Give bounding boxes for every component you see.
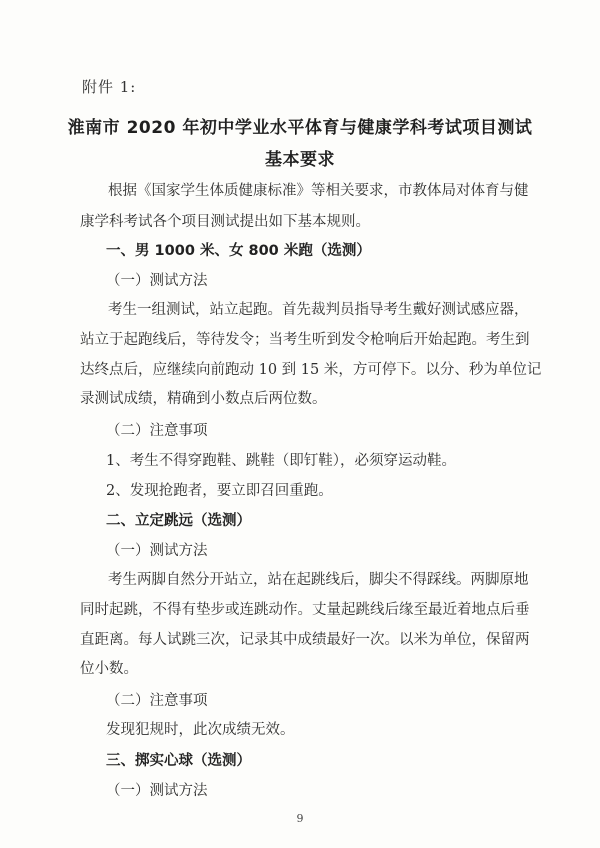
intro-line-1: 根据《国家学生体质健康标准》等相关要求，市教体局对体育与健 <box>108 183 529 199</box>
section-1-note-1: 1、考生不得穿跑鞋、跳鞋（即钉鞋），必须穿运动鞋。 <box>106 453 456 469</box>
section-1-method-line-2: 站立于起跑线后，等待发令；当考生听到发令枪响后开始起跑。考生到 <box>80 332 530 348</box>
section-1-method-heading: （一）测试方法 <box>106 273 208 289</box>
section-2-heading: 二、立定跳远（选测） <box>106 513 251 529</box>
section-2-method-line-3: 直距离。每人试跳三次，记录其中成绩最好一次。以米为单位，保留两 <box>80 632 530 648</box>
section-2-note-1: 发现犯规时，此次成绩无效。 <box>106 722 295 738</box>
section-1-notes-heading: （二）注意事项 <box>106 423 208 439</box>
section-1-method-line-4: 录测试成绩，精确到小数点后两位数。 <box>80 391 327 407</box>
attachment-label: 附件 1: <box>82 78 137 96</box>
section-2-method-line-2: 同时起跳，不得有垫步或连跳动作。丈量起跳线后缘至最近着地点后垂 <box>80 602 530 618</box>
document-title-line-2: 基本要求 <box>265 150 335 170</box>
intro-line-2: 康学科考试各个项目测试提出如下基本规则。 <box>80 214 370 230</box>
section-2-method-heading: （一）测试方法 <box>106 543 208 559</box>
section-1-method-line-3: 达终点后，应继续向前跑动 10 到 15 米，方可停下。以分、秒为单位记 <box>80 362 542 378</box>
section-1-heading: 一、男 1000 米、女 800 米跑（选测） <box>106 243 371 259</box>
section-1-note-2: 2、发现抢跑者，要立即召回重跑。 <box>106 483 333 499</box>
section-2-notes-heading: （二）注意事项 <box>106 693 208 709</box>
section-3-method-heading: （一）测试方法 <box>106 783 208 799</box>
section-3-heading: 三、掷实心球（选测） <box>106 753 251 769</box>
page-number: 9 <box>296 812 304 825</box>
section-2-method-line-1: 考生两脚自然分开站立，站在起跳线后，脚尖不得踩线。两脚原地 <box>108 572 529 588</box>
document-title-line-1: 淮南市 2020 年初中学业水平体育与健康学科考试项目测试 <box>67 118 533 138</box>
section-1-method-line-1: 考生一组测试，站立起跑。首先裁判员指导考生戴好测试感应器， <box>108 302 529 318</box>
section-2-method-line-4: 位小数。 <box>80 661 138 677</box>
